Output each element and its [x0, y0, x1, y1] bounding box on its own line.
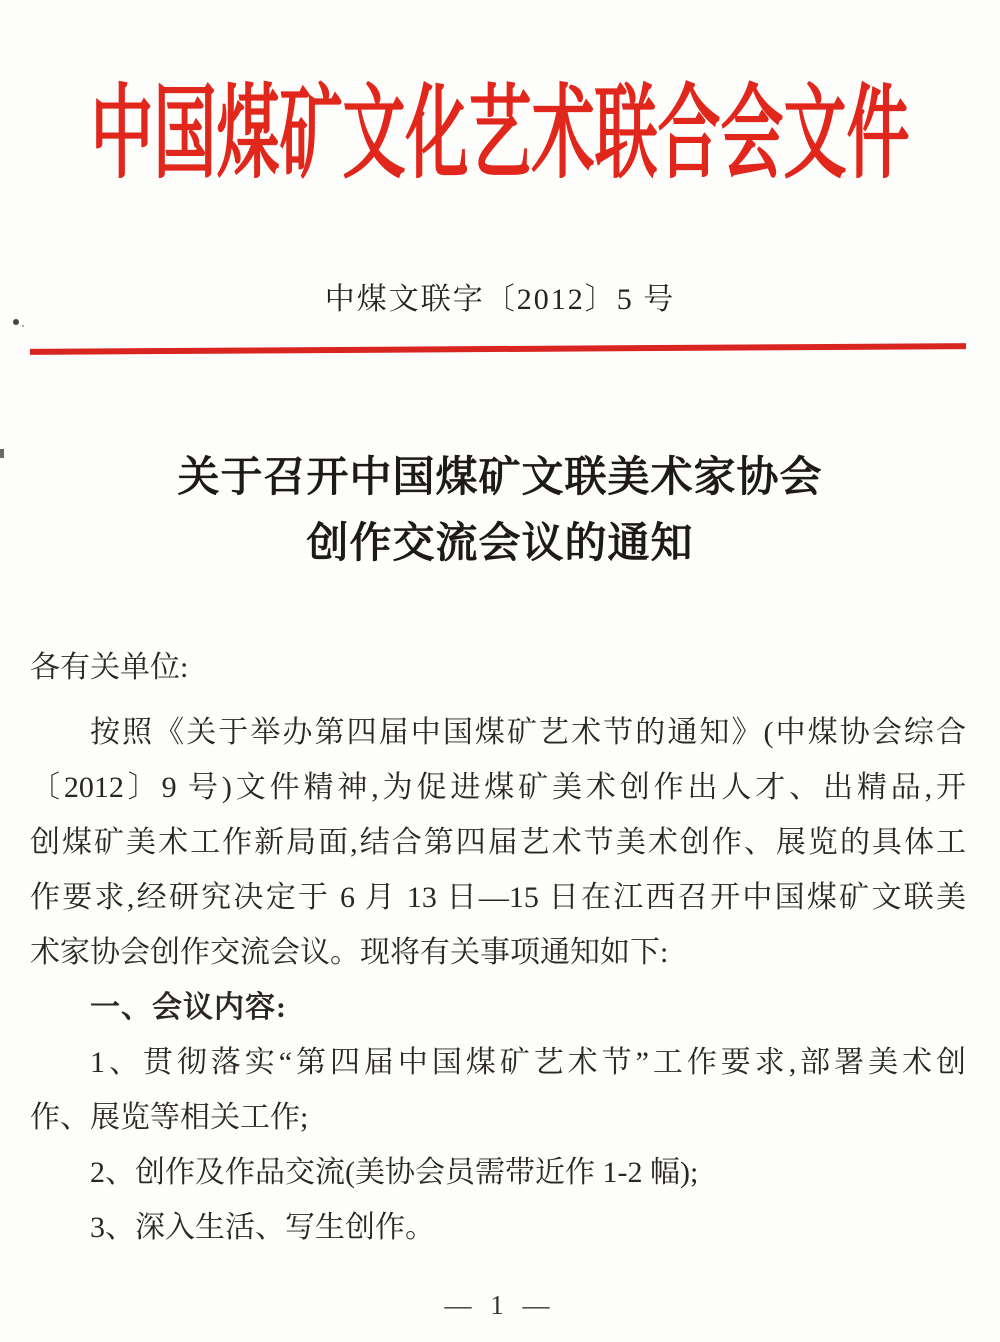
document-title-line2: 创作交流会议的通知 — [306, 521, 694, 567]
scan-speck — [22, 325, 24, 327]
document-body — [30, 640, 966, 1255]
body-line: 术家协会创作交流会议。现将有关事项通知如下: — [30, 936, 669, 969]
body-line: 作要求,经研究决定于 6 月 13 日—15 日在江西召开中国煤矿文联美 — [30, 881, 966, 914]
section-heading-meeting-content: 一、会议内容: — [90, 991, 287, 1024]
doc-reference-number: 中煤文联字〔2012〕5 号 — [324, 283, 676, 316]
body-line-item-3: 3、深入生活、写生创作。 — [90, 1211, 435, 1244]
document-title — [0, 445, 1000, 577]
red-divider-line — [30, 343, 966, 355]
letterhead-org-title: 中国煤矿文化艺术联合会文件 — [90, 77, 910, 192]
scan-speck — [0, 449, 4, 458]
salutation: 各有关单位: — [30, 651, 189, 684]
page-number: — 1 — — [444, 1290, 556, 1320]
document-title-line1: 关于召开中国煤矿文联美术家协会 — [177, 455, 823, 501]
body-line: 创煤矿美术工作新局面,结合第四届艺术节美术创作、展览的具体工 — [30, 826, 966, 859]
body-line: 作、展览等相关工作; — [30, 1101, 309, 1134]
body-line-item-2: 2、创作及作品交流(美协会员需带近作 1-2 幅); — [90, 1156, 699, 1189]
scan-speck — [13, 319, 19, 325]
body-line: 〔2012〕9 号)文件精神,为促进煤矿美术创作出人才、出精品,开 — [30, 771, 966, 804]
body-line: 按照《关于举办第四届中国煤矿艺术节的通知》(中煤协会综合 — [90, 716, 966, 749]
body-line-item-1: 1、贯彻落实“第四届中国煤矿艺术节”工作要求,部署美术创 — [90, 1046, 966, 1079]
